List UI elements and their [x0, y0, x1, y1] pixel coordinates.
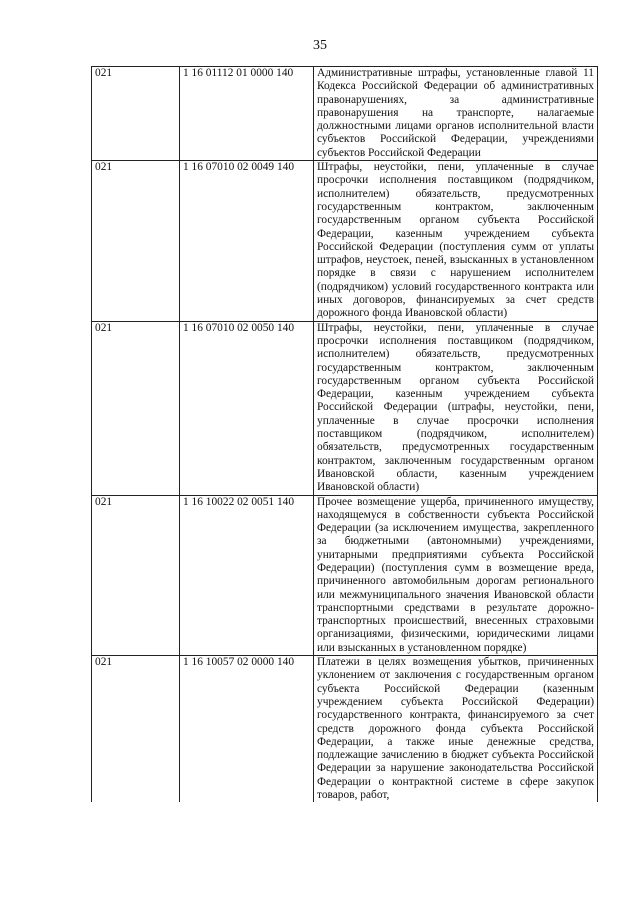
page-number: 35 — [313, 38, 327, 53]
description-cell: Штрафы, неустойки, пени, уплаченные в случае просрочки исполнения поставщиком (подрядчиком, исполнителем) обязательств, предусмотренных государственным контрактом, заключенным государственным органом субъекта Российской Федерации, казенным учреждением субъекта Российской Федерации (поступления сумм от уплаты штрафов, неустоек, пеней, взысканных в установленном порядке в связи с нарушением исполнителем (подрядчиком) условий государственного контракта или иных договоров, финансируемых за счет средств дорожного фонда Ивановской области) — [314, 161, 598, 322]
admin-code-cell: 021 — [92, 161, 180, 322]
description-cell: Платежи в целях возмещения убытков, причиненных уклонением от заключения с государственным органом субъекта Российской Федерации (казенным учреждением субъекта Российской Федерации) государственного контракта, финансируемого за счет средств дорожного фонда субъекта Российской Федерации, а также иные денежные средства, подлежащие зачислению в бюджет субъекта Российской Федерации за нарушение законодательства Российской Федерации о контрактной системе в сфере закупок товаров, работ, — [314, 656, 598, 803]
table-row — [92, 656, 598, 803]
table-row — [92, 495, 598, 656]
description-cell: Штрафы, неустойки, пени, уплаченные в случае просрочки исполнения поставщиком (подрядчиком, исполнителем) обязательств, предусмотренных государственным контрактом, заключенным государственным органом субъекта Российской Федерации, казенным учреждением субъекта Российской Федерации (штрафы, неустойки, пени, уплаченные в случае просрочки исполнения поставщиком (подрядчиком, исполнителем) обязательств, предусмотренных государственным контрактом, заключенным государственным органом Ивановской области, казенным учреждением Ивановской области) — [314, 321, 598, 495]
kbk-code-cell: 1 16 10022 02 0051 140 — [180, 495, 314, 656]
revenue-codes-table — [91, 66, 598, 802]
description-cell: Административные штрафы, установленные главой 11 Кодекса Российской Федерации об административных правонарушениях, за административные правонарушения на транспорте, налагаемые должностными лицами органов исполнительной власти субъектов Российской Федерации, учреждениями субъектов Российской Федерации — [314, 67, 598, 161]
kbk-code-cell: 1 16 07010 02 0049 140 — [180, 161, 314, 322]
admin-code-cell: 021 — [92, 67, 180, 161]
kbk-code-cell: 1 16 07010 02 0050 140 — [180, 321, 314, 495]
admin-code-cell: 021 — [92, 656, 180, 803]
description-cell: Прочее возмещение ущерба, причиненного имуществу, находящемуся в собственности субъекта Российской Федерации (за исключением имущества, закрепленного за бюджетными (автономными) учреждениями, унитарными предприятиями субъекта Российской Федерации) (поступления сумм в возмещение вреда, причиненного автомобильным дорогам регионального или межмуниципального значения Ивановской области транспортными средствами в результате дорожно-транспортных происшествий, внесенных страховыми организациями, физическими, юридическими лицами или взысканных в установленном порядке) — [314, 495, 598, 656]
table-row — [92, 321, 598, 495]
admin-code-cell: 021 — [92, 321, 180, 495]
admin-code-cell: 021 — [92, 495, 180, 656]
table-row — [92, 67, 598, 161]
table-row — [92, 161, 598, 322]
kbk-code-cell: 1 16 10057 02 0000 140 — [180, 656, 314, 803]
kbk-code-cell: 1 16 01112 01 0000 140 — [180, 67, 314, 161]
